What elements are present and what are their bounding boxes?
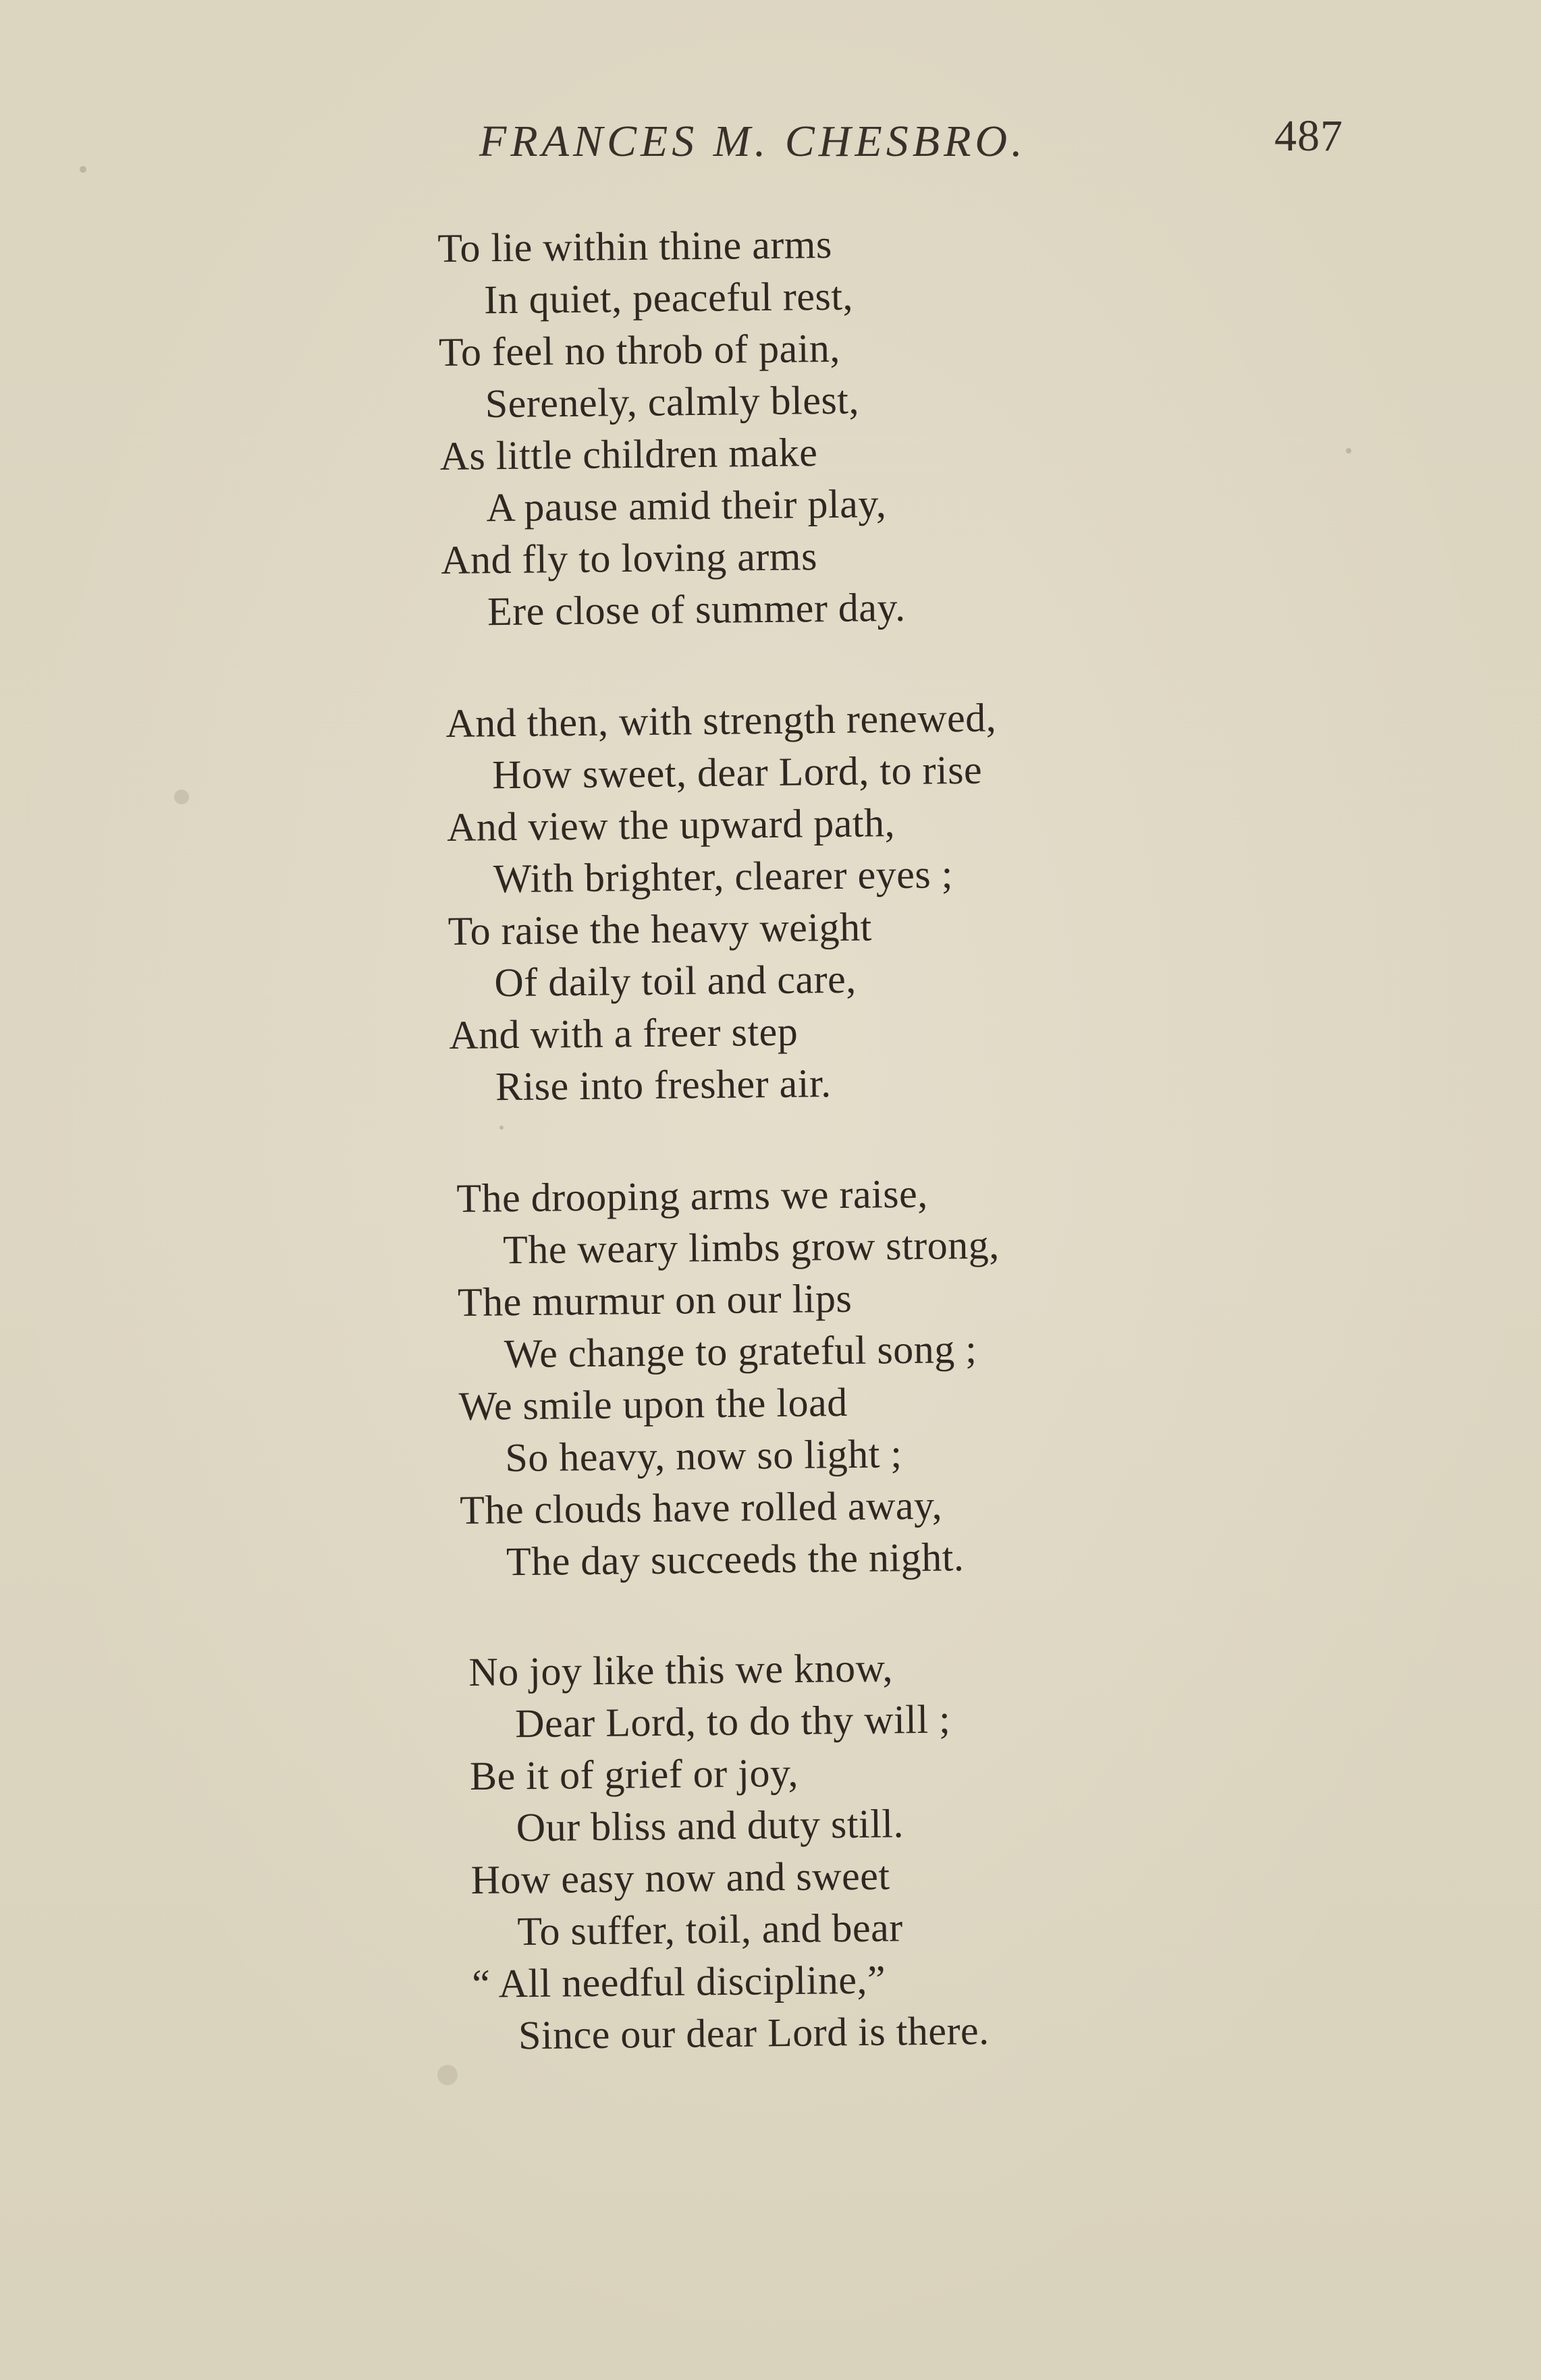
poem-line: To suffer, toil, and bear	[517, 1905, 904, 1954]
poem-line: We smile upon the load	[458, 1379, 848, 1429]
poem-line: Since our dear Lord is there.	[518, 2008, 990, 2058]
stanza	[445, 689, 1260, 1113]
poem-line: And then, with strength renewed,	[445, 695, 997, 746]
poem-line: And view the upward path,	[446, 800, 896, 850]
poem-line: To lie within thine arms	[437, 221, 833, 271]
poem-line: Of daily toil and care,	[494, 956, 857, 1005]
poem-line: The clouds have rolled away,	[459, 1483, 943, 1532]
stanza	[456, 1164, 1270, 1588]
poem-line: The day succeeds the night.	[506, 1534, 965, 1584]
poem-line: No joy like this we know,	[468, 1645, 894, 1694]
poem-line: Be it of grief or joy,	[469, 1750, 799, 1798]
poem-line: Ere close of summer day.	[487, 584, 906, 634]
poem-line: And fly to loving arms	[440, 534, 818, 582]
poem-line: We change to grateful song ;	[504, 1326, 977, 1377]
poem-line: Rise into fresher air.	[495, 1061, 832, 1109]
stanza	[468, 1638, 1282, 2062]
poem-line: To raise the heavy weight	[448, 904, 873, 953]
poem-line: In quiet, peaceful rest,	[483, 273, 854, 323]
poem-line: So heavy, now so light ;	[505, 1431, 902, 1480]
poem-line: As little children make	[439, 430, 818, 478]
poem-line: With brighter, clearer eyes ;	[493, 852, 954, 902]
poem-line: “ All needful discipline,”	[471, 1957, 886, 2006]
page-number: 487	[1274, 111, 1343, 161]
running-head: FRANCES M. CHESBRO.	[479, 117, 1027, 166]
poem-line: To feel no throb of pain,	[438, 325, 841, 375]
poem-line: How sweet, dear Lord, to rise	[491, 747, 983, 798]
poem-line: Our bliss and duty still.	[516, 1801, 904, 1850]
poem-line: How easy now and sweet	[470, 1853, 890, 1902]
poem-line: The murmur on our lips	[457, 1275, 853, 1325]
poem-line: The drooping arms we raise,	[456, 1171, 929, 1221]
poem-line: Serenely, calmly blest,	[485, 377, 860, 426]
poem-line: The weary limbs grow strong,	[502, 1222, 1000, 1273]
poem-line: And with a freer step	[448, 1009, 799, 1057]
stanza	[437, 214, 1251, 638]
poem-line: A pause amid their play,	[486, 481, 887, 530]
poem-line: Dear Lord, to do thy will ;	[514, 1696, 951, 1746]
